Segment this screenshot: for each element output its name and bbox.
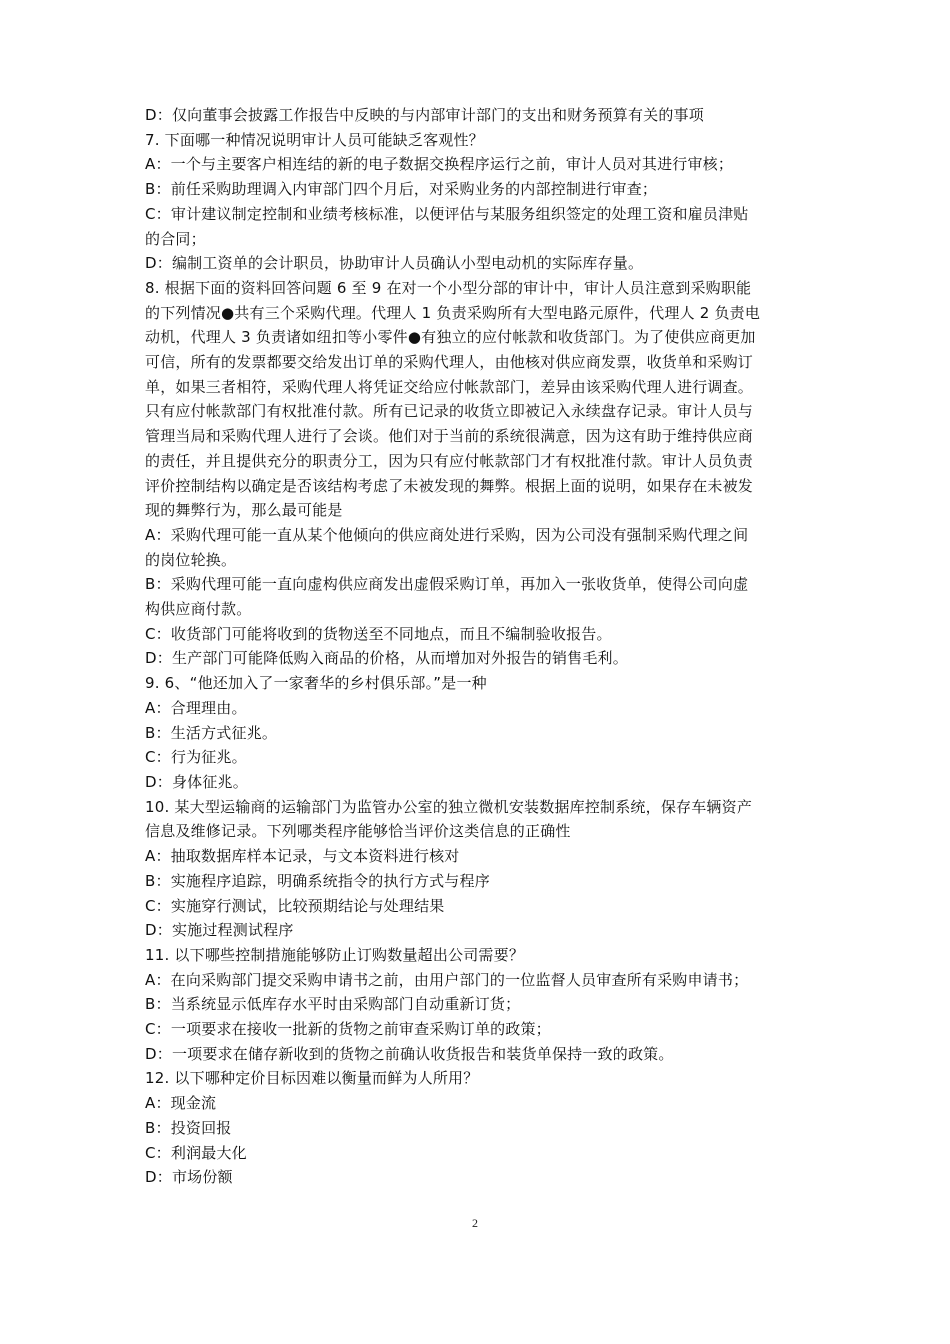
answer-option-d: D：一项要求在储存新收到的货物之前确认收货报告和装货单保持一致的政策。 [145,1044,674,1063]
question-9: 9. 6、“他还加入了一家奢华的乡村俱乐部。”是一种 [145,674,487,693]
question-10: 10. 某大型运输商的运输部门为监管办公室的独立微机安装数据库控制系统，保存车辆资产 [145,797,753,816]
answer-option-b: B：投资回报 [145,1118,232,1137]
answer-option-d: D：编制工资单的会计职员，协助审计人员确认小型电动机的实际库存量。 [145,254,644,273]
answer-option-d: D：市场份额 [145,1168,233,1187]
question-8-text: 的责任，并且提供充分的职责分工，因为只有应付帐款部门才有权批准付款。审计人员负责 [145,451,754,470]
question-8-text: 可信，所有的发票都要交给发出订单的采购代理人，由他核对供应商发票，收货单和采购订 [145,353,754,372]
question-8-text: 现的舞弊行为，那么最可能是 [145,501,343,520]
answer-option-c: C：审计建议制定控制和业绩考核标准，以便评估与某服务组织签定的处理工资和雇员津贴 [145,204,749,223]
answer-option-c: C：行为征兆。 [145,748,247,767]
answer-option-c: C：收货部门可能将收到的货物送至不同地点，而且不编制验收报告。 [145,624,612,643]
answer-option-d: D：生产部门可能降低购入商品的价格，从而增加对外报告的销售毛利。 [145,649,628,668]
answer-option-b-continued: 构供应商付款。 [145,600,252,619]
answer-option-d: D：仅向董事会披露工作报告中反映的与内部审计部门的支出和财务预算有关的事项 [145,106,704,124]
question-7: 7. 下面哪一种情况说明审计人员可能缺乏客观性？ [145,130,484,149]
answer-option-a: A：抽取数据库样本记录，与文本资料进行核对 [145,847,460,866]
question-8-text: 评价控制结构以确定是否该结构考虑了未被发现的舞弊。根据上面的说明，如果存在未被发 [145,476,754,495]
answer-option-c: C：利润最大化 [145,1143,247,1162]
answer-option-b: B：当系统显示低库存水平时由采购部门自动重新订货； [145,995,521,1014]
answer-option-a: A：采购代理可能一直从某个他倾向的供应商处进行采购，因为公司没有强制采购代理之间 [145,525,749,544]
answer-option-b: B：前任采购助理调入内审部门四个月后，对采购业务的内部控制进行审查； [145,180,658,199]
answer-option-b: B：采购代理可能一直向虚构供应商发出虚假采购订单，再加入一张收货单，使得公司向虚 [145,575,749,594]
question-8-text: 只有应付帐款部门有权批准付款。所有已记录的收货立即被记入永续盘存记录。审计人员与 [145,402,754,421]
answer-option-c: C：实施穿行测试，比较预期结论与处理结果 [145,896,445,915]
answer-option-c: C：一项要求在接收一批新的货物之前审查采购订单的政策； [145,1020,551,1039]
answer-option-a: A：合理理由。 [145,698,247,717]
page-body [145,103,813,1190]
answer-option-c-continued: 的合同； [145,229,206,248]
question-11: 11. 以下哪些控制措施能够防止订购数量超出公司需要？ [145,945,525,964]
question-12: 12. 以下哪种定价目标因难以衡量而鲜为人所用？ [145,1069,479,1088]
answer-option-b: B：生活方式征兆。 [145,723,278,742]
answer-option-a: A：在向采购部门提交采购申请书之前，由用户部门的一位监督人员审查所有采购申请书； [145,970,749,989]
answer-option-a: A：现金流 [145,1094,217,1113]
question-8-text: 的下列情况●共有三个采购代理。代理人 1 负责采购所有大型电路元原件，代理人 2 负责电 [145,303,761,322]
question-8-text: 管理当局和采购代理人进行了会谈。他们对于当前的系统很满意，因为这有助于维持供应商 [145,427,754,446]
question-8-text: 动机，代理人 3 负责诸如纽扣等小零件●有独立的应付帐款和收货部门。为了使供应商更加 [145,328,756,347]
page-number: 2 [472,1216,478,1230]
question-8: 8. 根据下面的资料回答问题 6 至 9 在对一个小型分部的审计中，审计人员注意到采购职能 [145,278,752,297]
question-8-text: 单，如果三者相符，采购代理人将凭证交给应付帐款部门，差异由该采购代理人进行调查。 [145,377,754,396]
question-10-text: 信息及维修记录。下列哪类程序能够恰当评价这类信息的正确性 [145,822,571,841]
answer-option-d: D：实施过程测试程序 [145,921,294,940]
answer-option-d: D：身体征兆。 [145,772,248,791]
answer-option-a: A：一个与主要客户相连结的新的电子数据交换程序运行之前，审计人员对其进行审核； [145,155,734,174]
answer-option-a-continued: 的岗位轮换。 [145,550,237,569]
answer-option-b: B：实施程序追踪，明确系统指令的执行方式与程序 [145,871,490,890]
